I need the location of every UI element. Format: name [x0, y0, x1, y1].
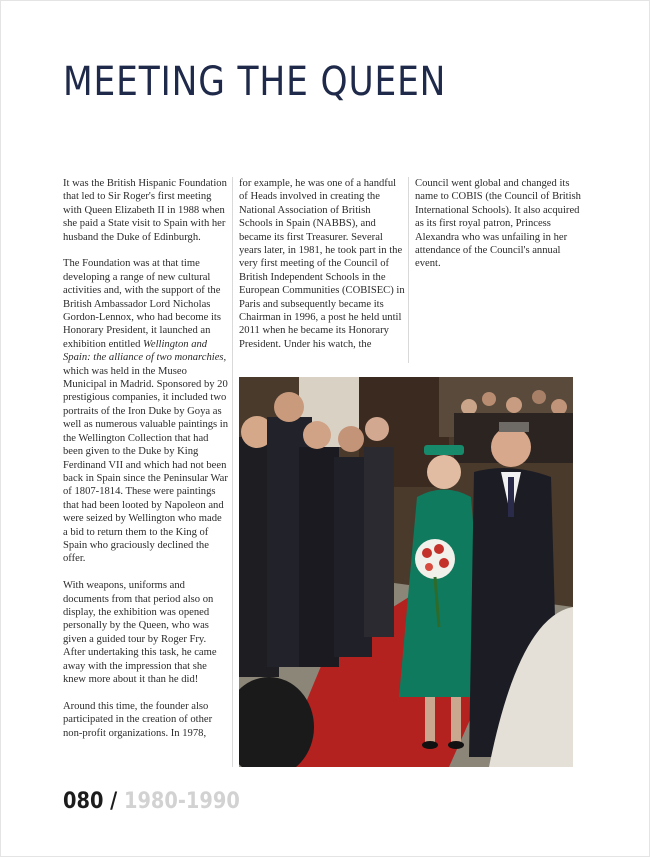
column-divider-1 [232, 177, 233, 767]
paragraph-exhibition [63, 257, 229, 565]
exhibition-title: Wellington and Spain: the alliance of two monarchies, [63, 338, 227, 364]
era-label: 1980-1990 [117, 789, 240, 814]
queen-visit-photo [239, 377, 573, 767]
page-footer [63, 789, 240, 814]
text-column-2 [239, 177, 405, 365]
text-column-1 [63, 177, 229, 753]
paragraph-nabbs: for example, he was one of a handful of Heads involved in creating the National Association of British Schools in Spain (NABBS), and became its first Treasurer. Several years later, in 1981, he took part in the very first meeting of the Council of British Independent Schools in the European Communities (COBISEC) in Paris and subsequently became its Chairman in 1996, a post he held until 2011 when he became its Honorary President. Under his watch, the [239, 178, 405, 350]
paragraph-exhibition-end: which was held in the Museo Municipal in Madrid. Sponsored by 20 prestigious companies, it included two portraits of the Iron Duke by Goya as well as numerous valuable paintings in the Wellington Collection that had been given to the Duke by King Ferdinand VII and which had not been back in Spain since the Peninsular War of 1807-1814. These were paintings that had been looted by Napoleon and were seized by Wellington who made a bid to return them to the King of Spain who graciously declined the offer. [63, 365, 229, 565]
paragraph-exhibition-start: The Foundation was at that time developing a range of new cultural activities and, with the support of the British Ambassador Lord Nicholas Gordon-Lennox, who had become its Honorary President, it launched an exhibition entitled [63, 258, 221, 350]
paragraph-opening: With weapons, uniforms and documents from that period also on display, the exhibition was opened personally by the Queen, who was given a guided tour by Roger Fry. After undertaking this task, he came away with the impression that she knew more about it than he did! [63, 580, 217, 685]
page-number: 080 [63, 789, 104, 814]
paragraph-intro: It was the British Hispanic Foundation that led to Sir Roger's first meeting with Queen Elizabeth II in 1988 when she paid a State visit to Spain with her husband the Duke of Edinburgh. [63, 178, 227, 243]
footer-separator: / [103, 789, 118, 814]
page-title: MEETING THE QUEEN [63, 59, 447, 105]
text-column-3 [415, 177, 581, 284]
column-divider-2 [408, 177, 409, 363]
paragraph-cobis: Council went global and changed its name to COBIS (the Council of British International Schools). It also acquired as its first royal patron, Princess Alexandra who was unfailing in her attendance of the Council's annual event. [415, 178, 581, 270]
paragraph-organizations: Around this time, the founder also participated in the creation of other non-profit organizations. In 1978, [63, 700, 213, 739]
photo-illustration [239, 377, 573, 767]
